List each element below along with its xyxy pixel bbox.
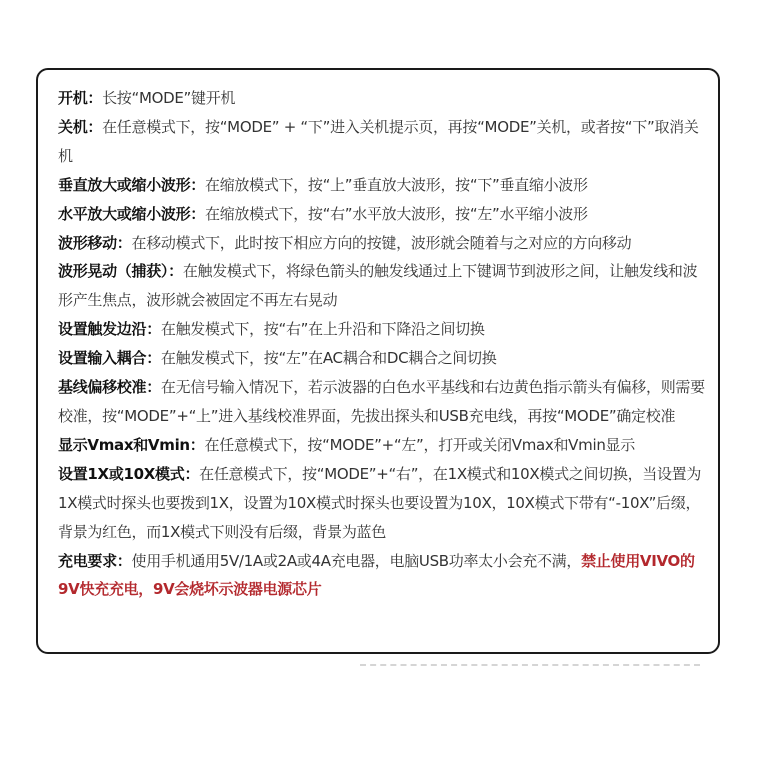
charging-warning: 禁止使用VIVO的9V快充充电，9V会烧坏示波器电源芯片 xyxy=(58,551,695,599)
item-waveform-move: 波形移动：在移动模式下，此时按下相应方向的按键，波形就会随着与之对应的方向移动 xyxy=(58,233,632,252)
item-horizontal-zoom: 水平放大或缩小波形：在缩放模式下，按“右”水平放大波形，按“左”水平缩小波形 xyxy=(58,204,588,223)
item-charging: 充电要求：使用手机通用5V/1A或2A或4A充电器，电脑USB功率太小会充不满，禁止使用VIVO的9V快充充电，9V会烧坏示波器电源芯片 xyxy=(58,551,695,599)
bottom-divider xyxy=(360,664,700,666)
item-vmax-vmin: 显示Vmax和Vmin：在任意模式下，按“MODE”+“左”，打开或关闭Vmax和Vmin显示 xyxy=(58,435,635,454)
item-waveform-capture: 波形晃动（捕获）：在触发模式下，将绿色箭头的触发线通过上下键调节到波形之间，让触发线和波形产生焦点，波形就会被固定不再左右晃动 xyxy=(58,262,698,310)
instructions-list xyxy=(58,84,708,604)
item-baseline-calibration: 基线偏移校准：在无信号输入情况下，若示波器的白色水平基线和右边黄色指示箭头有偏移，则需要校准，按“MODE”+“上”进入基线校准界面，先拔出探头和USB充电线，再按“MODE”确定校准 xyxy=(58,378,705,425)
item-power-on: 开机：长按“MODE”键开机 xyxy=(58,89,236,107)
item-vertical-zoom: 垂直放大或缩小波形：在缩放模式下，按“上”垂直放大波形，按“下”垂直缩小波形 xyxy=(58,175,588,194)
item-1x-10x-mode: 设置1X或10X模式：在任意模式下，按“MODE”+“右”，在1X模式和10X模式之间切换，当设置为1X模式时探头也要拨到1X，设置为10X模式时探头也要设置为10X，10X模式下带有“-10X”后缀，背景为红色，而1X模式下则没有后缀，背景为蓝色 xyxy=(58,464,702,541)
item-trigger-edge: 设置触发边沿：在触发模式下，按“右”在上升沿和下降沿之间切换 xyxy=(58,320,485,339)
item-input-coupling: 设置输入耦合：在触发模式下，按“左”在AC耦合和DC耦合之间切换 xyxy=(58,349,497,368)
item-power-off: 关机：在任意模式下，按“MODE” + “下”进入关机提示页，再按“MODE”关机，或者按“下”取消关机 xyxy=(58,117,699,165)
